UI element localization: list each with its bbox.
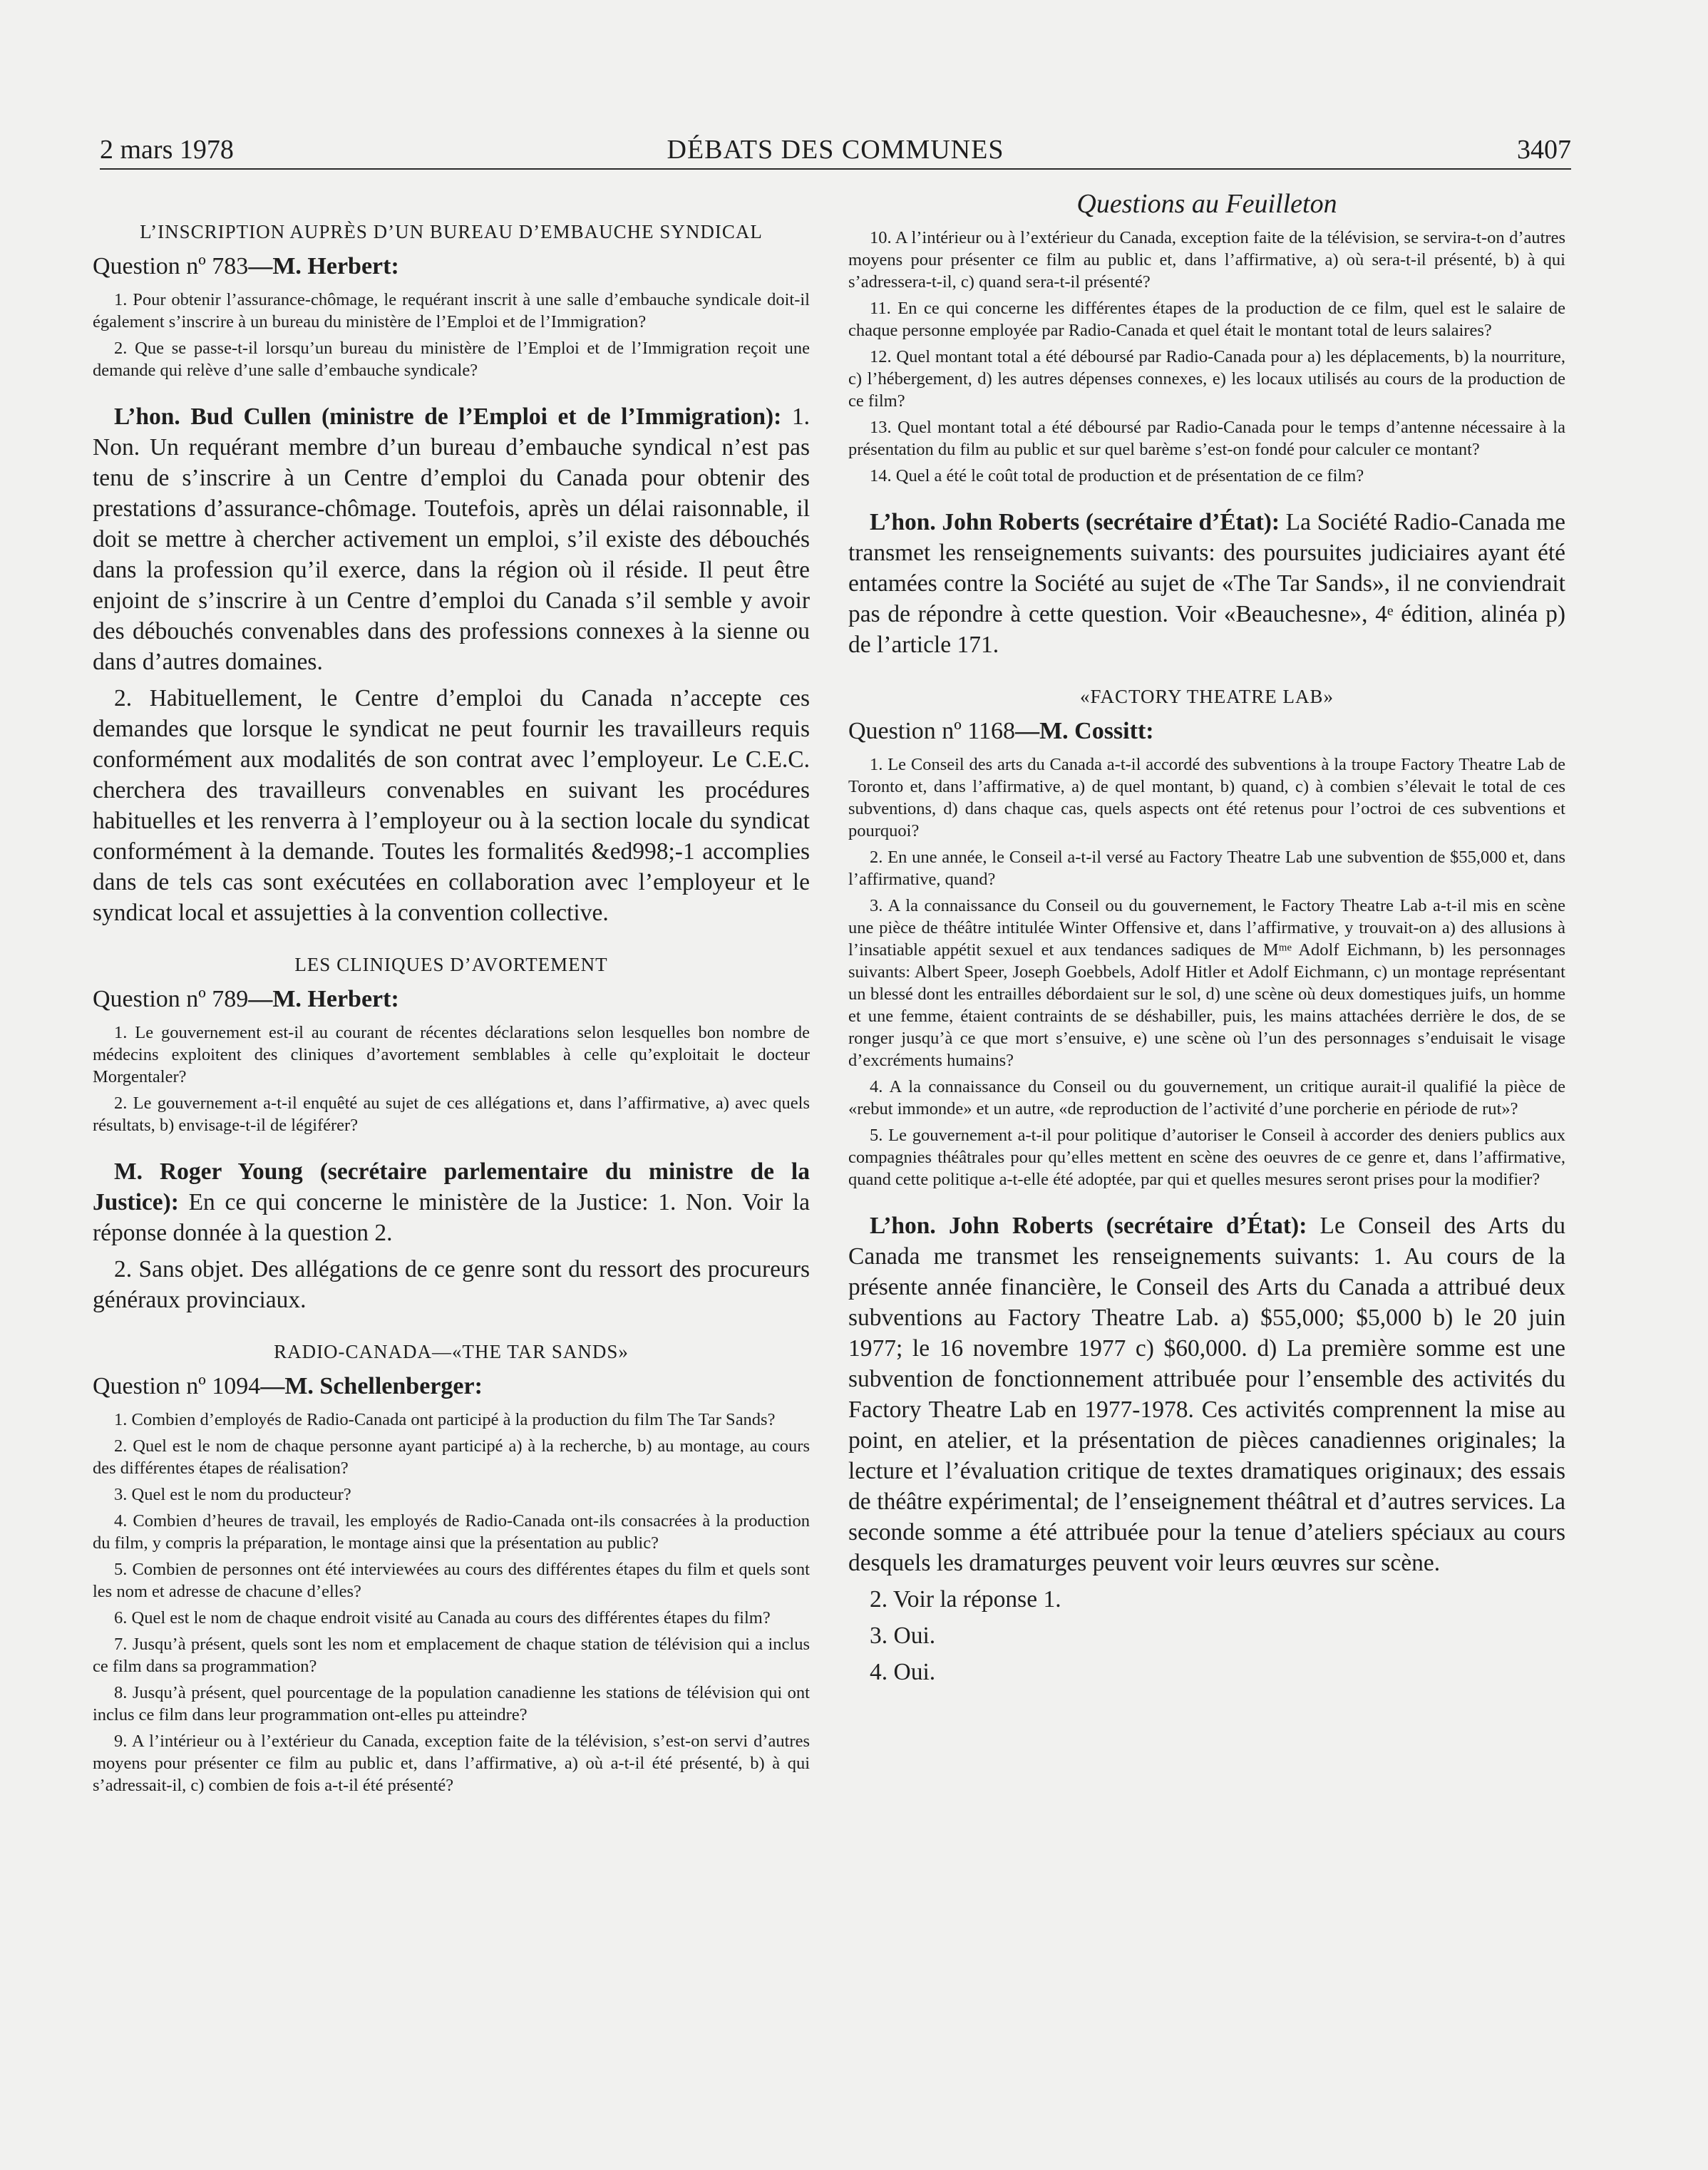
question-item: 2. Que se passe-t-il lorsqu’un bureau du ministère de l’Emploi et de l’Immigration reçoit une demande qui relève d’une salle d’embauche syndicale? (93, 339, 810, 380)
speaker-name: L’hon. Bud Cullen (ministre de l’Emploi et de l’Immigration): (114, 403, 782, 430)
section-heading: «FACTORY THEATRE LAB» (1079, 686, 1334, 707)
page-number: 3407 (1517, 135, 1571, 165)
question-number: Question nº 1094 (93, 1373, 261, 1399)
header-title: DÉBATS DES COMMUNES (667, 135, 1004, 165)
answer-paragraph: 4. Oui. (870, 1659, 936, 1685)
question-item: 1. Pour obtenir l’assurance-chômage, le requérant inscrit à une salle d’embauche syndicale doit-il également s’inscrire à un bureau du ministère de l’Emploi et de l’Immigration? (93, 290, 810, 331)
answer-paragraph: 2. Voir la réponse 1. (870, 1586, 1061, 1613)
question-item: 14. Quel a été le coût total de production et de présentation de ce film? (870, 466, 1364, 485)
question-item: 1. Le gouvernement est-il au courant de récentes déclarations selon lesquelles bon nombre de médecins exploitent des cliniques d’avortement semblables à celle qu’exploitait le docteur Morgentaler? (93, 1023, 810, 1086)
question-item: 10. A l’intérieur ou à l’extérieur du Canada, exception faite de la télévision, se servira-t-on d’autres moyens pour présenter ce film au public et, dans l’affirmative, a) où sera-t-il présenté, b) à qui s’adressera-t-il, c) quand sera-t-il présenté? (848, 228, 1565, 292)
question-item: 5. Le gouvernement a-t-il pour politique d’autoriser le Conseil à accorder des deniers publics aux compagnies théâtrales pour qu’elles mettent en scène des oeuvres de ce genre et, dans l’affirmative, quand cette politique a-t-elle été adoptée, par qui et quelles mesures seront prises pour la modifier? (848, 1126, 1565, 1189)
question-line (93, 253, 810, 280)
section-heading: LES CLINIQUES D’AVORTEMENT (294, 954, 608, 975)
question-item: 2. Quel est le nom de chaque personne ayant participé a) à la recherche, b) au montage, au cours des différentes étapes de réalisation? (93, 1436, 810, 1478)
question-line (93, 1373, 810, 1400)
question-asker: —M. Herbert: (248, 986, 399, 1012)
question-item: 4. Combien d’heures de travail, les employés de Radio-Canada ont-ils consacrées à la production du film, y compris la préparation, le montage ainsi que la présentation au public? (93, 1511, 810, 1553)
question-asker: —M. Cossitt: (1015, 718, 1154, 744)
header-rule (100, 168, 1571, 170)
question-item: 11. En ce qui concerne les différentes étapes de la production de ce film, quel est le salaire de chaque personne employée par Radio-Canada et quel était le montant total de leurs salaires? (848, 299, 1565, 340)
section-heading: L’INSCRIPTION AUPRÈS D’UN BUREAU D’EMBAUCHE SYNDICAL (140, 221, 763, 242)
question-item: 5. Combien de personnes ont été interviewées au cours des différentes étapes du film et quels sont les nom et adresse de chacune d’elles? (93, 1560, 810, 1601)
answer-text: La Société Radio-Canada me transmet les renseignements suivants: des poursuites judiciaires ayant été entamées contre la Société au sujet de «The Tar Sands», il ne conviendrait pas de répondre à cette question. Voir «Beauchesne», 4ᵉ édition, alinéa p) de l’article 171. (848, 509, 1565, 658)
question-asker: —M. Schellenberger: (260, 1373, 483, 1399)
question-number: Question nº 789 (93, 986, 249, 1012)
running-head: Questions au Feuilleton (1076, 189, 1337, 219)
question-item: 2. Le gouvernement a-t-il enquêté au sujet de ces allégations et, dans l’affirmative, a) avec quels résultats, b) envisage-t-il de légiférer? (93, 1094, 810, 1135)
question-number: Question nº 783 (93, 253, 249, 279)
header-date: 2 mars 1978 (100, 135, 234, 165)
question-line (848, 718, 1565, 745)
left-column (93, 188, 810, 2113)
question-item: 13. Quel montant total a été déboursé par Radio-Canada pour le temps d’antenne nécessaire à la présentation du film au public et sur quel barème s’est-on fondé pour calculer ce montant? (848, 418, 1565, 459)
answer-paragraph: 2. Sans objet. Des allégations de ce genre sont du ressort des procureurs généraux provinciaux. (93, 1256, 810, 1313)
question-item: 12. Quel montant total a été déboursé par Radio-Canada pour a) les déplacements, b) la nourriture, c) l’hébergement, d) les autres dépenses connexes, e) les locaux utilisés au cours de la production de ce film? (848, 347, 1565, 411)
question-item: 1. Le Conseil des arts du Canada a-t-il accordé des subventions à la troupe Factory Theatre Lab de Toronto et, dans l’affirmative, a) de quel montant, b) quand, c) à combien s’élevait le total de ces subventions, d) dans chaque cas, quels aspects ont été retenus pour l’octroi de ces subventions et pourquoi? (848, 755, 1565, 840)
answer-paragraph (93, 1156, 810, 1248)
right-column (848, 188, 1565, 2113)
question-item: 2. En une année, le Conseil a-t-il versé au Factory Theatre Lab une subvention de $55,000 et, dans l’affirmative, quand? (848, 848, 1565, 889)
answer-paragraph (848, 507, 1565, 660)
question-number: Question nº 1168 (848, 718, 1016, 744)
answer-text: 1. Non. Un requérant membre d’un bureau d’embauche syndical n’est pas tenu de s’inscrire à un Centre d’emploi du Canada pour obtenir des prestations d’assurance-chômage. Toutefois, après un délai raisonnable, il doit se mettre à chercher activement un emploi, s’il existe des débouchés dans la profession qu’il exerce, dans la région où il réside. Il peut être enjoint de s’inscrire à un Centre d’emploi du Canada s’il semble y avoir des débouchés convenables dans des professions connexes à la sienne ou dans d’autres domaines. (93, 403, 810, 675)
question-line (93, 986, 810, 1013)
question-item: 3. Quel est le nom du producteur? (114, 1485, 351, 1504)
section-heading: RADIO-CANADA—«THE TAR SANDS» (274, 1341, 629, 1362)
question-item: 1. Combien d’employés de Radio-Canada ont participé à la production du film The Tar Sands? (114, 1410, 776, 1429)
answer-paragraph: 3. Oui. (870, 1623, 936, 1649)
question-asker: —M. Herbert: (248, 253, 399, 279)
question-item: 4. A la connaissance du Conseil ou du gouvernement, un critique aurait-il qualifié la pièce de «rebut immonde» et un autre, «de reproduction de l’activité d’une porcherie en période de rut»? (848, 1077, 1565, 1119)
answer-paragraph: 2. Habituellement, le Centre d’emploi du Canada n’accepte ces demandes que lorsque le syndicat ne peut fournir les travailleurs requis conformément aux modalités de son contrat avec l’employeur. Le C.E.C. cherchera des travailleurs convenables en suivant les procédures habituelles et les renverra à l’employeur ou à la section locale du syndicat conformément à la demande. Toutes les formalités &ed998;-1 accomplies dans de tels cas sont exécutées en collaboration avec l’employeur et le syndicat local et assujetties à la convention collective. (93, 685, 810, 926)
speaker-name: M. Roger Young (secrétaire parlementaire du ministre de la Justice): (93, 1158, 810, 1215)
question-item: 6. Quel est le nom de chaque endroit visité au Canada au cours des différentes étapes du film? (114, 1608, 771, 1628)
question-item: 9. A l’intérieur ou à l’extérieur du Canada, exception faite de la télévision, s’est-on servi d’autres moyens pour présenter ce film au public et, dans l’affirmative, a) où a-t-il été présenté, b) à qui s’adressait-il, c) combien de fois a-t-il été présenté? (93, 1732, 810, 1795)
question-item: 8. Jusqu’à présent, quel pourcentage de la population canadienne les stations de télévision qui ont inclus ce film dans leur programmation ont-elles pu atteindre? (93, 1683, 810, 1724)
answer-text: Le Conseil des Arts du Canada me transmet les renseignements suivants: 1. Au cours de la présente année financière, le Conseil des Arts du Canada a attribué deux subventions au Factory Theatre Lab. a) $55,000; $5,000 b) le 20 juin 1977; le 16 novembre 1977 c) $60,000. d) La première somme est une subvention de fonctionnement attribuée pour l’ensemble des activités du Factory Theatre Lab en 1977-1978. Ces activités comprennent la mise au point, en atelier, et la présentation de pièces canadiennes originales; la lecture et l’évaluation critique de textes dramatiques originaux; des essais de théâtre expérimental; de l’enseignement théâtral et d’autres services. La seconde somme a été attribuée pour la tenue d’ateliers spéciaux au cours desquels les dramaturges peuvent voir leurs œuvres sur scène. (848, 1213, 1565, 1576)
question-item: 7. Jusqu’à présent, quels sont les nom et emplacement de chaque station de télévision qui a inclus ce film dans sa programmation? (93, 1635, 810, 1676)
speaker-name: L’hon. John Roberts (secrétaire d’État): (870, 1213, 1307, 1239)
question-item: 3. A la connaissance du Conseil ou du gouvernement, le Factory Theatre Lab a-t-il mis en scène une pièce de théâtre intitulée Winter Offensive et, dans l’affirmative, y trouvait-on a) des allusions à l’insatiable appétit sexuel et aux tendances sadiques de Mᵐᵉ Adolf Eichmann, b) les personnages suivants: Albert Speer, Joseph Goebbels, Adolf Hitler et Adolf Eichmann, c) un montage représentant un blessé dont les entrailles débordaient sur le sol, d) une scène où deux domestiques juifs, un homme et une femme, étaient contraints de se déshabiller, puis, les mains attachées derrière le dos, de se ronger jusqu’à ce que mort s’ensuive, e) une scène où l’un des personnages s’enduisait le visage d’excréments humains? (848, 896, 1565, 1070)
answer-text: En ce qui concerne le ministère de la Justice: 1. Non. Voir la réponse donnée à la question 2. (93, 1189, 810, 1246)
answer-paragraph (93, 401, 810, 677)
answer-paragraph (848, 1210, 1565, 1578)
speaker-name: L’hon. John Roberts (secrétaire d’État): (870, 509, 1280, 535)
